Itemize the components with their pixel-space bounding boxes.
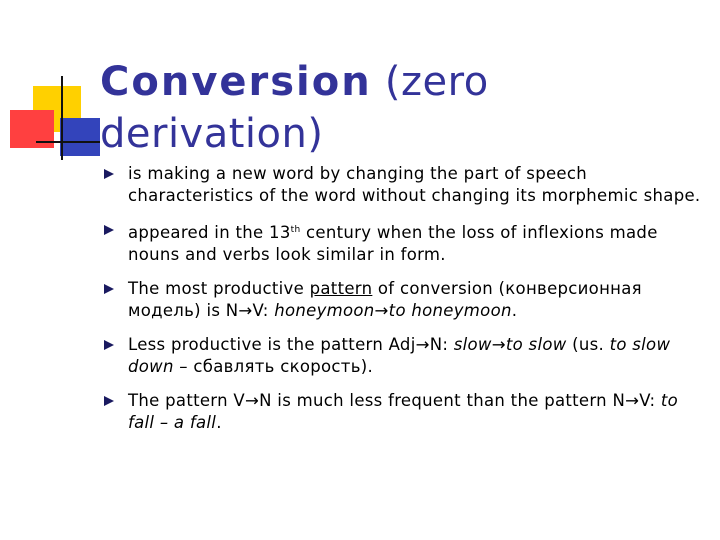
slide-title xyxy=(100,56,700,160)
example-text: to slow down xyxy=(128,335,671,376)
bullet-item: appeared in the 13th century when the loss of inflexions made nouns and verbs look similar in form. xyxy=(104,219,704,266)
example-text: honeymoon→to honeymoon xyxy=(274,301,512,320)
title-rest: (zero derivation) xyxy=(100,59,489,157)
bullet-arrow-icon xyxy=(104,396,114,406)
bullet-arrow-icon xyxy=(104,284,114,294)
bullet-arrow-icon xyxy=(104,225,114,235)
example-text: slow→to slow xyxy=(453,335,567,354)
bullet-arrow-icon xyxy=(104,169,114,179)
ordinal-suffix: th xyxy=(290,225,301,235)
bullet-item: is making a new word by changing the part of speech characteristics of the word without changing its morphemic shape. xyxy=(104,163,704,207)
title-bold: Conversion xyxy=(100,59,372,105)
bullet-item: The most productive pattern of conversion (конверсионная модель) is N→V: honeymoon→to honeymoon. xyxy=(104,278,704,322)
blue-square xyxy=(60,118,100,156)
example-text: to fall – a fall xyxy=(128,391,679,432)
bullet-item: Less productive is the pattern Adj→N: slow→to slow (us. to slow down – сбавлять скорость). xyxy=(104,334,704,378)
decorative-squares-graphic xyxy=(0,0,100,170)
bullet-arrow-icon xyxy=(104,340,114,350)
pattern-link[interactable]: pattern xyxy=(309,279,373,298)
bullet-item: The pattern V→N is much less frequent than the pattern N→V: to fall – a fall. xyxy=(104,390,704,434)
bullet-list xyxy=(104,163,704,446)
